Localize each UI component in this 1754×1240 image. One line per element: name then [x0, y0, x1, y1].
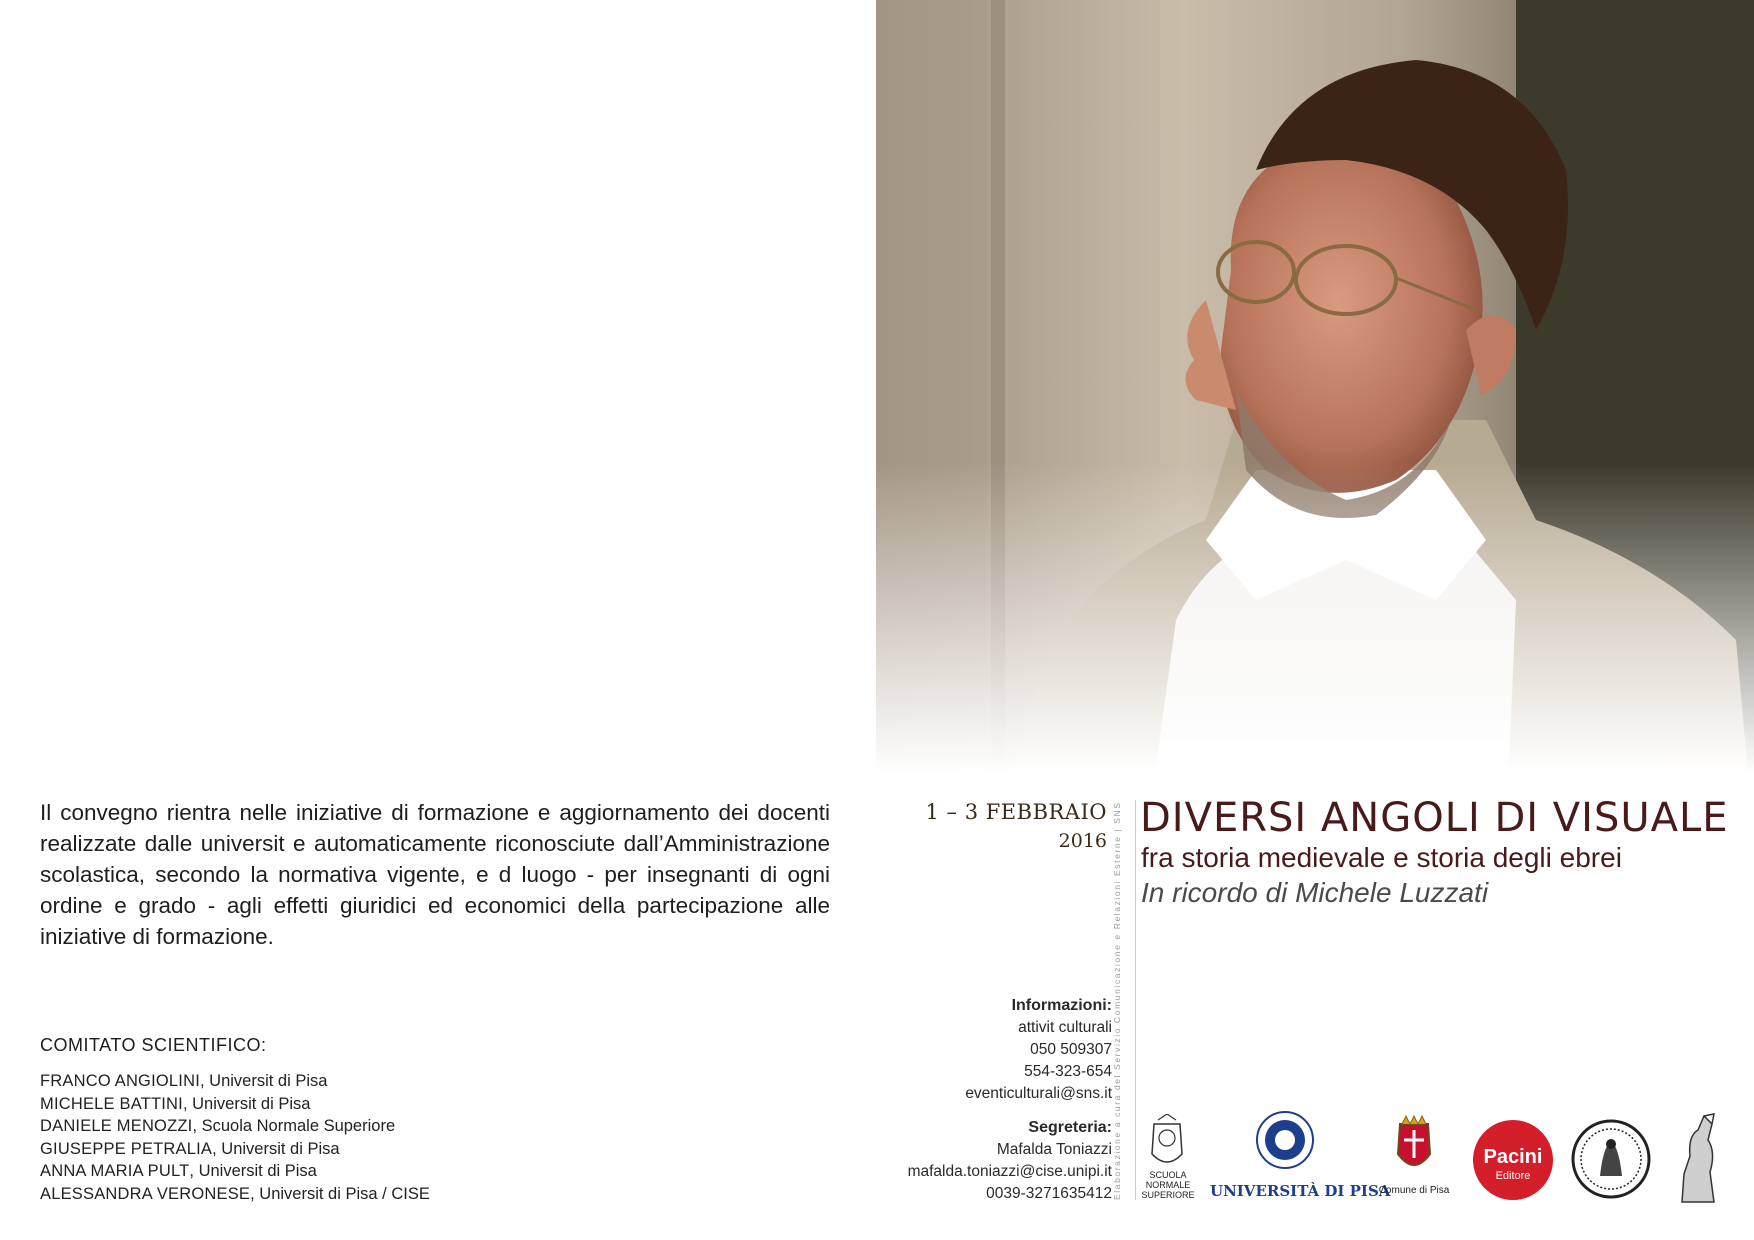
divider-line: [1135, 800, 1136, 1200]
date-year: 2016: [1058, 830, 1107, 852]
event-subtitle: fra storia medievale e storia degli ebrei: [1141, 842, 1622, 873]
committee-title: COMITATO SCIENTIFICO:: [40, 1035, 267, 1055]
secretary-heading: Segreteria:: [1028, 1119, 1112, 1136]
info-heading: Informazioni:: [1011, 997, 1112, 1014]
secretary-email: mafalda.toniazzi@cise.unipi.it: [907, 1163, 1112, 1180]
committee-member: ANNA MARIA PULT, Universit di Pisa: [40, 1162, 317, 1180]
event-date: [925, 800, 1107, 852]
info-email: eventiculturali@sns.it: [965, 1085, 1112, 1102]
committee-member: DANIELE MENOZZI, Scuola Normale Superiore: [40, 1117, 396, 1135]
committee-list: [40, 1070, 430, 1205]
info-line: 050 509307: [1030, 1041, 1112, 1058]
vertical-credit: Elaborazione a cura del Servizio Comunicazione e Relazioni Esterne | SNS: [1112, 801, 1122, 1200]
date-range: 1 – 3 FEBBRAIO: [925, 800, 1107, 824]
info-block: [908, 995, 1112, 1205]
figure-emblem-logo: [1668, 1112, 1728, 1208]
intro-paragraph: Il convegno rientra nelle iniziative di formazione e aggiornamento dei docenti realizzate dalle universit e automaticamente riconosciute dall’Amministrazione scolastica, secondo la normativa vigente, e d luogo - per insegnanti di ogni ordine e grado - agli effetti giuridici ed economici della partecipazione alle iniziative di formazione.: [40, 800, 830, 949]
committee-member: MICHELE BATTINI, Universit di Pisa: [40, 1094, 311, 1113]
committee-member: FRANCO ANGIOLINI, Universit di Pisa: [40, 1072, 328, 1090]
sponsor-logos: [1138, 1110, 1748, 1210]
event-memorial: In ricordo di Michele Luzzati: [1141, 877, 1489, 908]
pacini-line1: Pacini: [1483, 1146, 1543, 1168]
unipi-name: UNIVERSITÀ DI PISA: [1210, 1182, 1391, 1200]
sns-logo: [1138, 1114, 1196, 1206]
seal-logo: [1570, 1118, 1652, 1200]
portrait-photo: [876, 0, 1754, 840]
secretary-name: Mafalda Toniazzi: [996, 1141, 1112, 1158]
left-panel: [0, 0, 876, 1240]
pacini-logo: [1473, 1120, 1555, 1202]
committee-member: ALESSANDRA VERONESE, Universit di Pisa / CISE: [40, 1184, 430, 1203]
unipi-logo: [1210, 1110, 1391, 1210]
secretary-phone: 0039-3271635412: [986, 1185, 1112, 1202]
pacini-line2: Editore: [1495, 1170, 1531, 1182]
info-line: attivit culturali: [1018, 1019, 1112, 1036]
comune-logo: [1374, 1114, 1454, 1210]
sns-caption: SCUOLA NORMALE SUPERIORE: [1141, 1170, 1195, 1200]
comune-caption: Comune di Pisa: [1378, 1185, 1450, 1196]
event-title: DIVERSI ANGOLI DI VISUALE: [1140, 795, 1729, 841]
committee-member: GIUSEPPE PETRALIA, Universit di Pisa: [40, 1139, 340, 1158]
info-line: 554-323-654: [1024, 1063, 1112, 1080]
